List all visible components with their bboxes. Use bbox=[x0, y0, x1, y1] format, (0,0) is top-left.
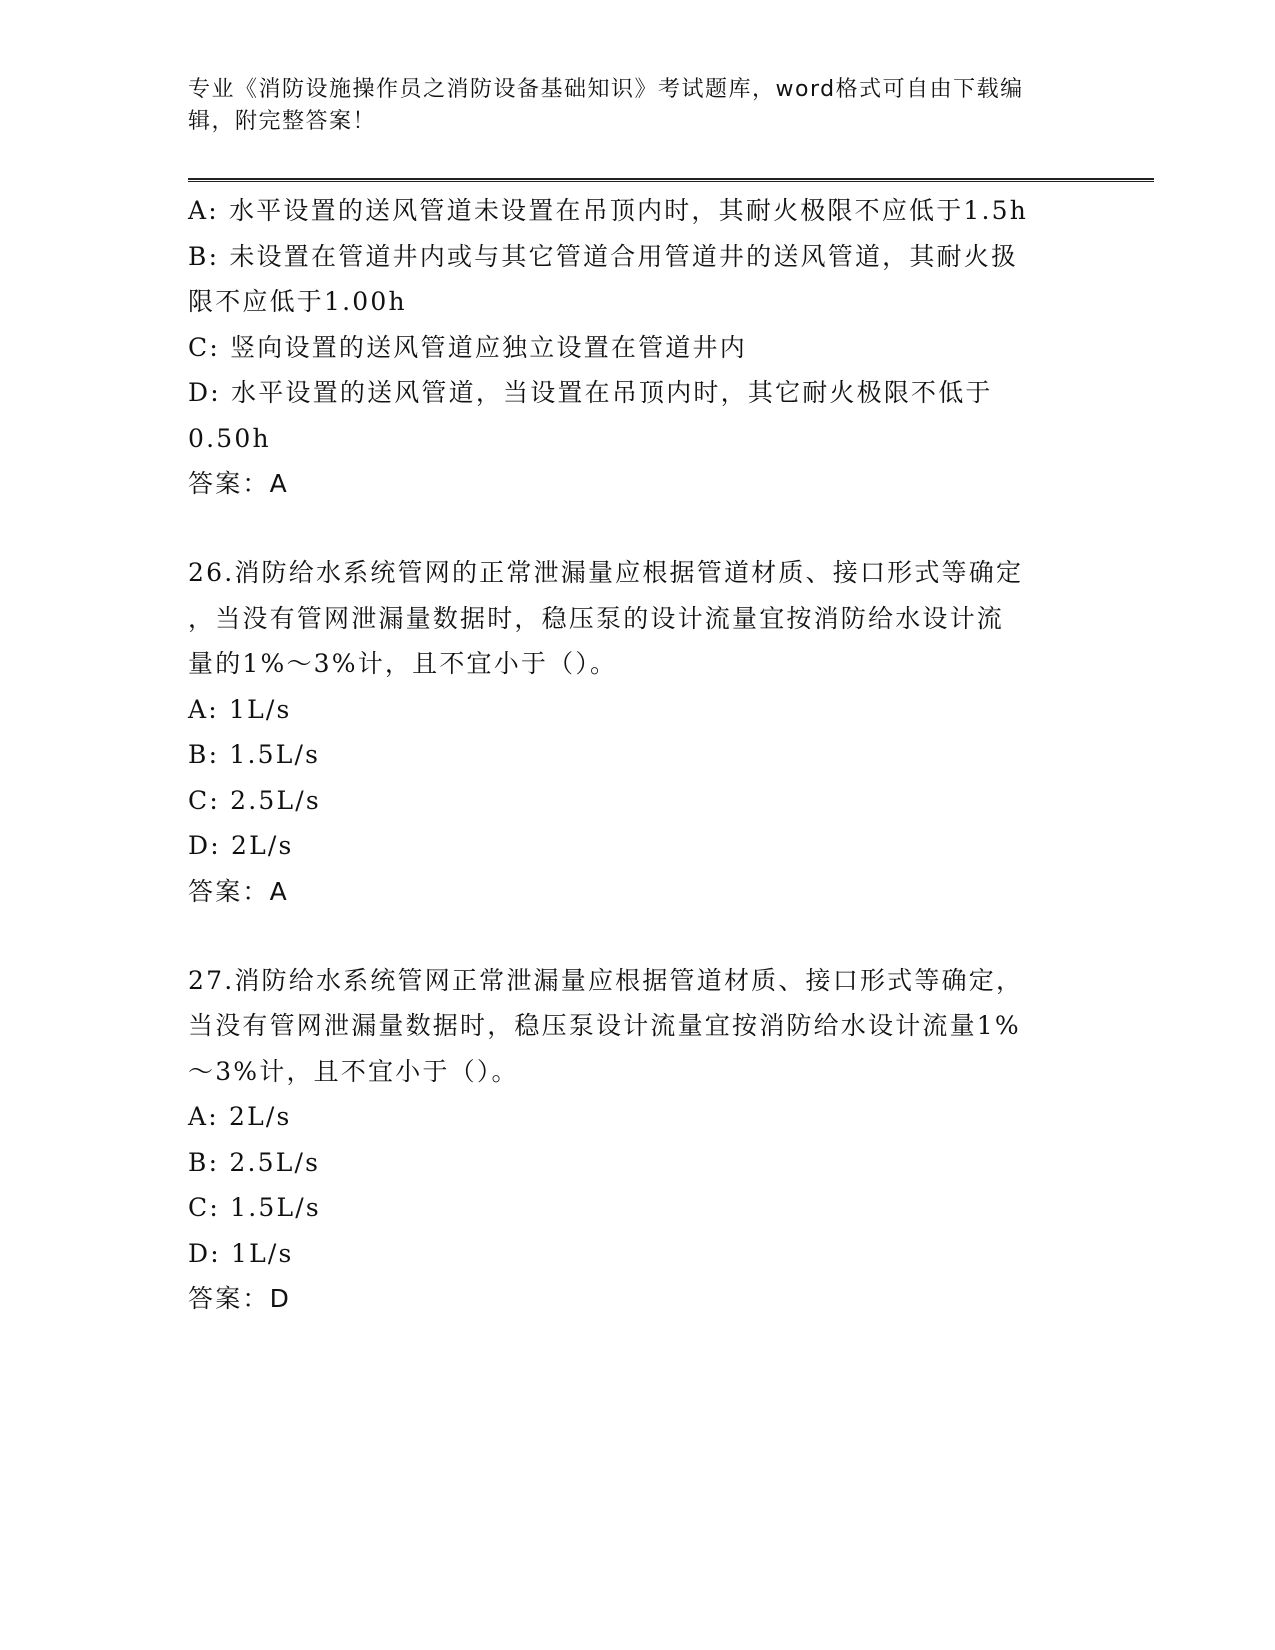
q27-answer: 答案：D bbox=[188, 1284, 292, 1313]
q27-stem-line-3: ～3%计，且不宜小于（）。 bbox=[188, 1056, 519, 1086]
q25-answer: 答案：A bbox=[188, 469, 289, 498]
q27-option-c: C: 1.5L/s bbox=[188, 1193, 321, 1222]
question-27-block bbox=[188, 958, 1088, 1322]
q26-option-d: D: 2L/s bbox=[188, 831, 294, 860]
q27-option-b: B: 2.5L/s bbox=[188, 1147, 321, 1177]
question-spacer bbox=[188, 506, 1088, 550]
q26-option-c: C: 2.5L/s bbox=[188, 785, 321, 815]
q26-answer: 答案：A bbox=[188, 876, 289, 906]
q25-option-d-line-1: D: 水平设置的送风管道，当设置在吊顶内时，其它耐火极限不低于 bbox=[188, 378, 993, 407]
q27-stem-line-2: 当没有管网泄漏量数据时，稳压泵设计流量宜按消防给水设计流量1% bbox=[188, 1011, 1021, 1040]
question-26-block bbox=[188, 550, 1088, 914]
header-line-1: 专业《消防设施操作员之消防设备基础知识》考试题库，word格式可自由下载编 bbox=[188, 77, 1024, 102]
q25-option-a: A: 水平设置的送风管道未设置在吊顶内时，其耐火极限不应低于1.5h bbox=[188, 196, 1029, 225]
question-25-block bbox=[188, 188, 1088, 506]
q26-stem-line-3: 量的1%～3%计，且不宜小于（）。 bbox=[188, 649, 618, 678]
q25-option-b-line-1: B: 未设置在管道井内或与其它管道合用管道井的送风管道，其耐火扱 bbox=[188, 241, 1019, 271]
q25-option-c: C: 竖向设置的送风管道应独立设置在管道井内 bbox=[188, 332, 747, 362]
header-divider bbox=[188, 178, 1154, 182]
q26-stem-line-1: 26.消防给水系统管网的正常泄漏量应根据管道材质、接口形式等确定 bbox=[188, 558, 1024, 587]
q26-option-b: B: 1.5L/s bbox=[188, 740, 321, 769]
q27-option-d: D: 1L/s bbox=[188, 1238, 294, 1268]
q26-stem-line-2: ，当没有管网泄漏量数据时，稳压泵的设计流量宜按消防给水设计流 bbox=[188, 603, 1005, 633]
question-content bbox=[188, 188, 1088, 1321]
q25-option-d-line-2: 0.50h bbox=[188, 423, 271, 453]
q27-stem-line-1: 27.消防给水系统管网正常泄漏量应根据管道材质、接口形式等确定， bbox=[188, 965, 1024, 995]
document-header bbox=[188, 74, 1088, 138]
q25-option-b-line-2: 限不应低于1.00h bbox=[188, 287, 407, 316]
q27-option-a: A: 2L/s bbox=[188, 1102, 292, 1131]
header-line-2: 辑，附完整答案！ bbox=[188, 109, 377, 134]
q26-option-a: A: 1L/s bbox=[188, 694, 292, 724]
question-spacer bbox=[188, 914, 1088, 958]
